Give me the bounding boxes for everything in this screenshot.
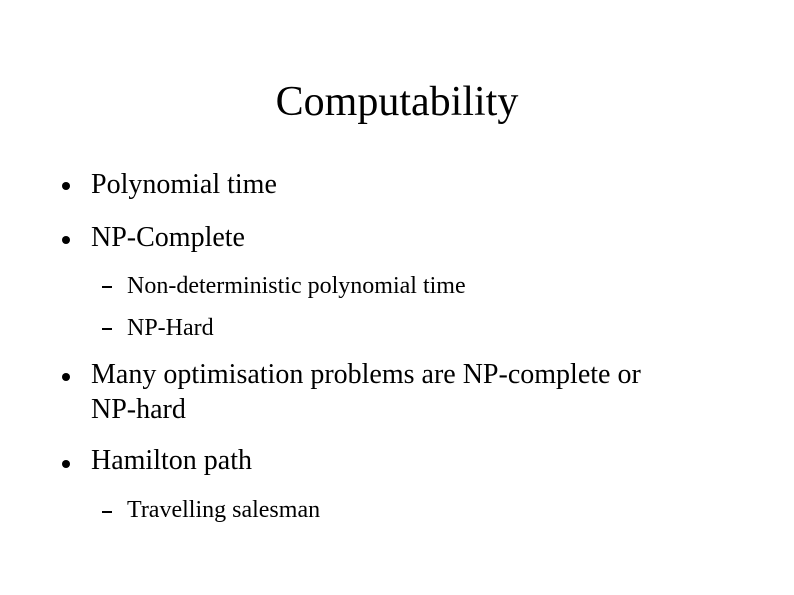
bullet-icon — [62, 373, 70, 381]
sub-bullet-text: Travelling salesman — [127, 497, 321, 523]
bullet-text-line-1: Many optimisation problems are NP-complete or — [91, 359, 641, 390]
sub-bullet-text: NP-Hard — [127, 315, 214, 341]
bullet-text: NP-Complete — [91, 222, 245, 253]
bullet-icon — [62, 236, 70, 244]
dash-icon — [102, 328, 112, 330]
bullet-text-line-2: NP-hard — [91, 394, 186, 425]
sub-bullet-text: Non-deterministic polynomial time — [127, 273, 466, 299]
bullet-text: Polynomial time — [91, 169, 277, 200]
bullet-icon — [62, 182, 70, 190]
dash-icon — [102, 511, 112, 513]
bullet-text: Hamilton path — [91, 445, 252, 476]
bullet-icon — [62, 460, 70, 468]
slide-title: Computability — [275, 79, 519, 125]
dash-icon — [102, 286, 112, 288]
